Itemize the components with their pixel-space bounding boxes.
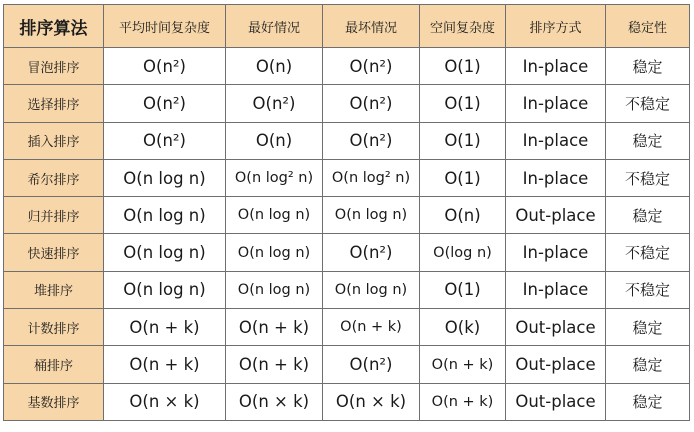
best-case-cell: O(n + k) (226, 309, 323, 346)
table-row (4, 383, 690, 420)
space-cell: O(1) (420, 159, 506, 196)
sort-method-cell: In-place (506, 122, 606, 159)
header-algorithm: 排序算法 (4, 5, 104, 48)
algorithm-name: 选择排序 (4, 85, 104, 122)
algorithm-name: 插入排序 (4, 122, 104, 159)
algorithm-name: 桶排序 (4, 346, 104, 383)
sort-method-cell: In-place (506, 159, 606, 196)
stability-cell: 稳定 (606, 346, 690, 383)
worst-case-cell: O(n²) (323, 85, 420, 122)
best-case-cell: O(n log n) (226, 197, 323, 234)
table-row (4, 48, 690, 85)
table-row (4, 234, 690, 271)
best-case-cell: O(n log n) (226, 271, 323, 308)
best-case-cell: O(n) (226, 48, 323, 85)
sort-method-cell: In-place (506, 271, 606, 308)
table-row (4, 85, 690, 122)
best-case-cell: O(n) (226, 122, 323, 159)
stability-cell: 稳定 (606, 48, 690, 85)
sort-method-cell: Out-place (506, 197, 606, 234)
worst-case-cell: O(n²) (323, 234, 420, 271)
stability-cell: 不稳定 (606, 234, 690, 271)
best-case-cell: O(n²) (226, 85, 323, 122)
header-row (4, 5, 690, 48)
stability-cell: 不稳定 (606, 85, 690, 122)
algorithm-name: 基数排序 (4, 383, 104, 420)
space-cell: O(log n) (420, 234, 506, 271)
algorithm-name: 冒泡排序 (4, 48, 104, 85)
average-time-cell: O(n²) (104, 48, 226, 85)
header-average-time: 平均时间复杂度 (104, 5, 226, 48)
header-best-case: 最好情况 (226, 5, 323, 48)
header-worst-case: 最坏情况 (323, 5, 420, 48)
sort-method-cell: In-place (506, 48, 606, 85)
worst-case-cell: O(n log n) (323, 197, 420, 234)
algorithm-name: 归并排序 (4, 197, 104, 234)
best-case-cell: O(n × k) (226, 383, 323, 420)
average-time-cell: O(n + k) (104, 309, 226, 346)
best-case-cell: O(n + k) (226, 346, 323, 383)
space-cell: O(n + k) (420, 346, 506, 383)
table-row (4, 122, 690, 159)
stability-cell: 稳定 (606, 309, 690, 346)
best-case-cell: O(n log n) (226, 234, 323, 271)
header-stability: 稳定性 (606, 5, 690, 48)
average-time-cell: O(n log n) (104, 234, 226, 271)
stability-cell: 稳定 (606, 383, 690, 420)
average-time-cell: O(n²) (104, 122, 226, 159)
sorting-complexity-table-container (3, 4, 689, 421)
table-row (4, 159, 690, 196)
space-cell: O(1) (420, 85, 506, 122)
average-time-cell: O(n log n) (104, 159, 226, 196)
worst-case-cell: O(n²) (323, 48, 420, 85)
average-time-cell: O(n + k) (104, 346, 226, 383)
space-cell: O(k) (420, 309, 506, 346)
table-row (4, 309, 690, 346)
worst-case-cell: O(n × k) (323, 383, 420, 420)
average-time-cell: O(n²) (104, 85, 226, 122)
worst-case-cell: O(n²) (323, 122, 420, 159)
header-sort-method: 排序方式 (506, 5, 606, 48)
algorithm-name: 计数排序 (4, 309, 104, 346)
sort-method-cell: Out-place (506, 383, 606, 420)
stability-cell: 稳定 (606, 122, 690, 159)
space-cell: O(1) (420, 48, 506, 85)
header-space: 空间复杂度 (420, 5, 506, 48)
table-row (4, 197, 690, 234)
average-time-cell: O(n log n) (104, 197, 226, 234)
algorithm-name: 堆排序 (4, 271, 104, 308)
algorithm-name: 希尔排序 (4, 159, 104, 196)
sort-method-cell: Out-place (506, 309, 606, 346)
worst-case-cell: O(n + k) (323, 309, 420, 346)
sort-method-cell: In-place (506, 85, 606, 122)
table-row (4, 346, 690, 383)
sorting-complexity-table (3, 4, 690, 421)
best-case-cell: O(n log² n) (226, 159, 323, 196)
average-time-cell: O(n log n) (104, 271, 226, 308)
average-time-cell: O(n × k) (104, 383, 226, 420)
sort-method-cell: In-place (506, 234, 606, 271)
space-cell: O(n + k) (420, 383, 506, 420)
sort-method-cell: Out-place (506, 346, 606, 383)
space-cell: O(1) (420, 271, 506, 308)
worst-case-cell: O(n²) (323, 346, 420, 383)
stability-cell: 不稳定 (606, 159, 690, 196)
table-row (4, 271, 690, 308)
stability-cell: 不稳定 (606, 271, 690, 308)
stability-cell: 稳定 (606, 197, 690, 234)
algorithm-name: 快速排序 (4, 234, 104, 271)
space-cell: O(1) (420, 122, 506, 159)
space-cell: O(n) (420, 197, 506, 234)
worst-case-cell: O(n log² n) (323, 159, 420, 196)
worst-case-cell: O(n log n) (323, 271, 420, 308)
